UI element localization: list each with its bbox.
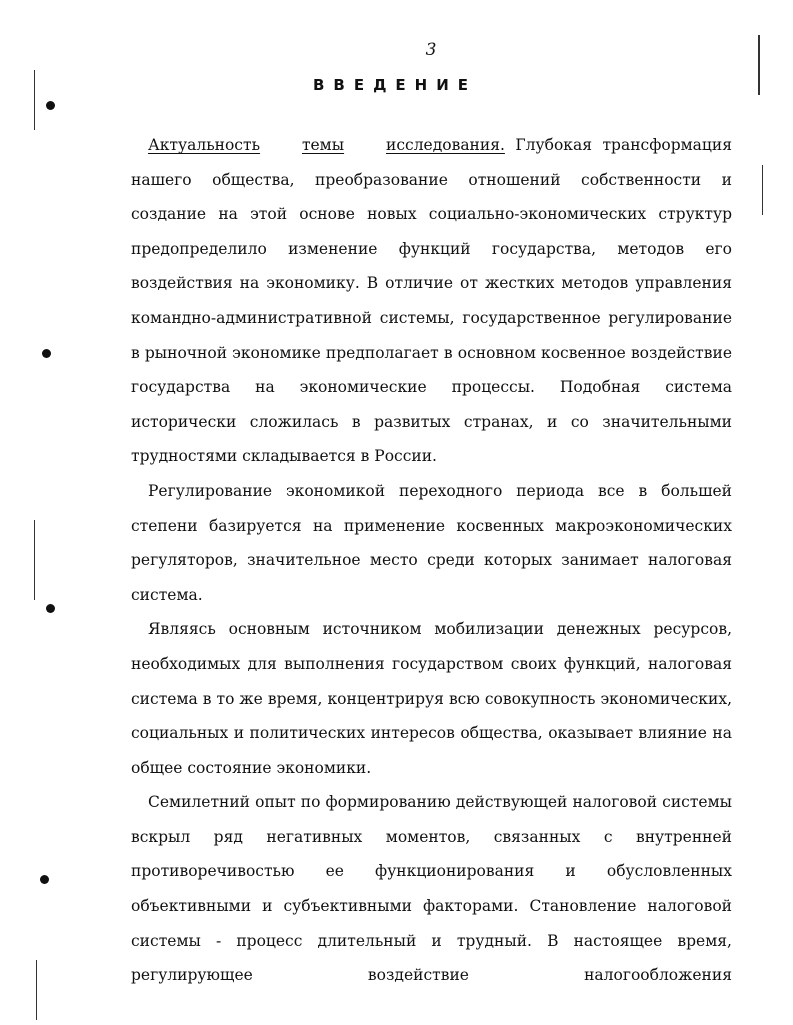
paragraph-experience: Семилетний опыт по формированию действующей налоговой системы вскрыл ряд негативных моментов, связанных с внутренней противоречивостью ее функционирования и обусловленных объективными и субъективными факторами. Становление налоговой системы - процесс длительный и трудный. В настоящее время, регулирующее воздействие налогообложения [131, 793, 732, 985]
page-number: 3 [425, 40, 437, 60]
paragraph-tax-system: Являясь основным источником мобилизации денежных ресурсов, необходимых для выполнения государством своих функций, налоговая система в то же время, концентрируя всю совокупность экономических, социальных и политических интересов общества, оказывает влияние на общее состояние экономики. [131, 620, 732, 777]
scan-margin-line [34, 520, 35, 600]
lead-phrase: темы [301, 136, 345, 154]
document-body [131, 128, 732, 993]
binder-hole [40, 875, 49, 884]
scan-margin-line [36, 960, 37, 1020]
scan-edge-line [758, 35, 760, 95]
lead-phrase: исследования. [386, 136, 505, 154]
page-title: ВВЕДЕНИЕ [312, 76, 478, 94]
binder-hole [42, 349, 51, 358]
lead-phrase: Актуальность [148, 136, 261, 154]
binder-hole [46, 101, 55, 110]
scan-margin-line [34, 70, 35, 130]
scan-edge-line [762, 165, 763, 215]
paragraph-text: Глубокая трансформация нашего общества, преобразование отношений собственности и создание на этой основе новых социально-экономических структур предопределило изменение функций государства, методов его воздействия на экономику. В отличие от жестких методов управления командно-административной системы, государственное регулирование в рыночной экономике предполагает в основном косвенное воздействие государства на экономические процессы. Подобная система исторически сложилась в развитых странах, и со значительными трудностями складывается в России. [131, 136, 732, 466]
paragraph-relevance [131, 128, 732, 474]
binder-hole [46, 604, 55, 613]
paragraph-regulation: Регулирование экономикой переходного периода все в большей степени базируется на применение косвенных макроэкономических регуляторов, значительное место среди которых занимает налоговая система. [131, 481, 732, 604]
